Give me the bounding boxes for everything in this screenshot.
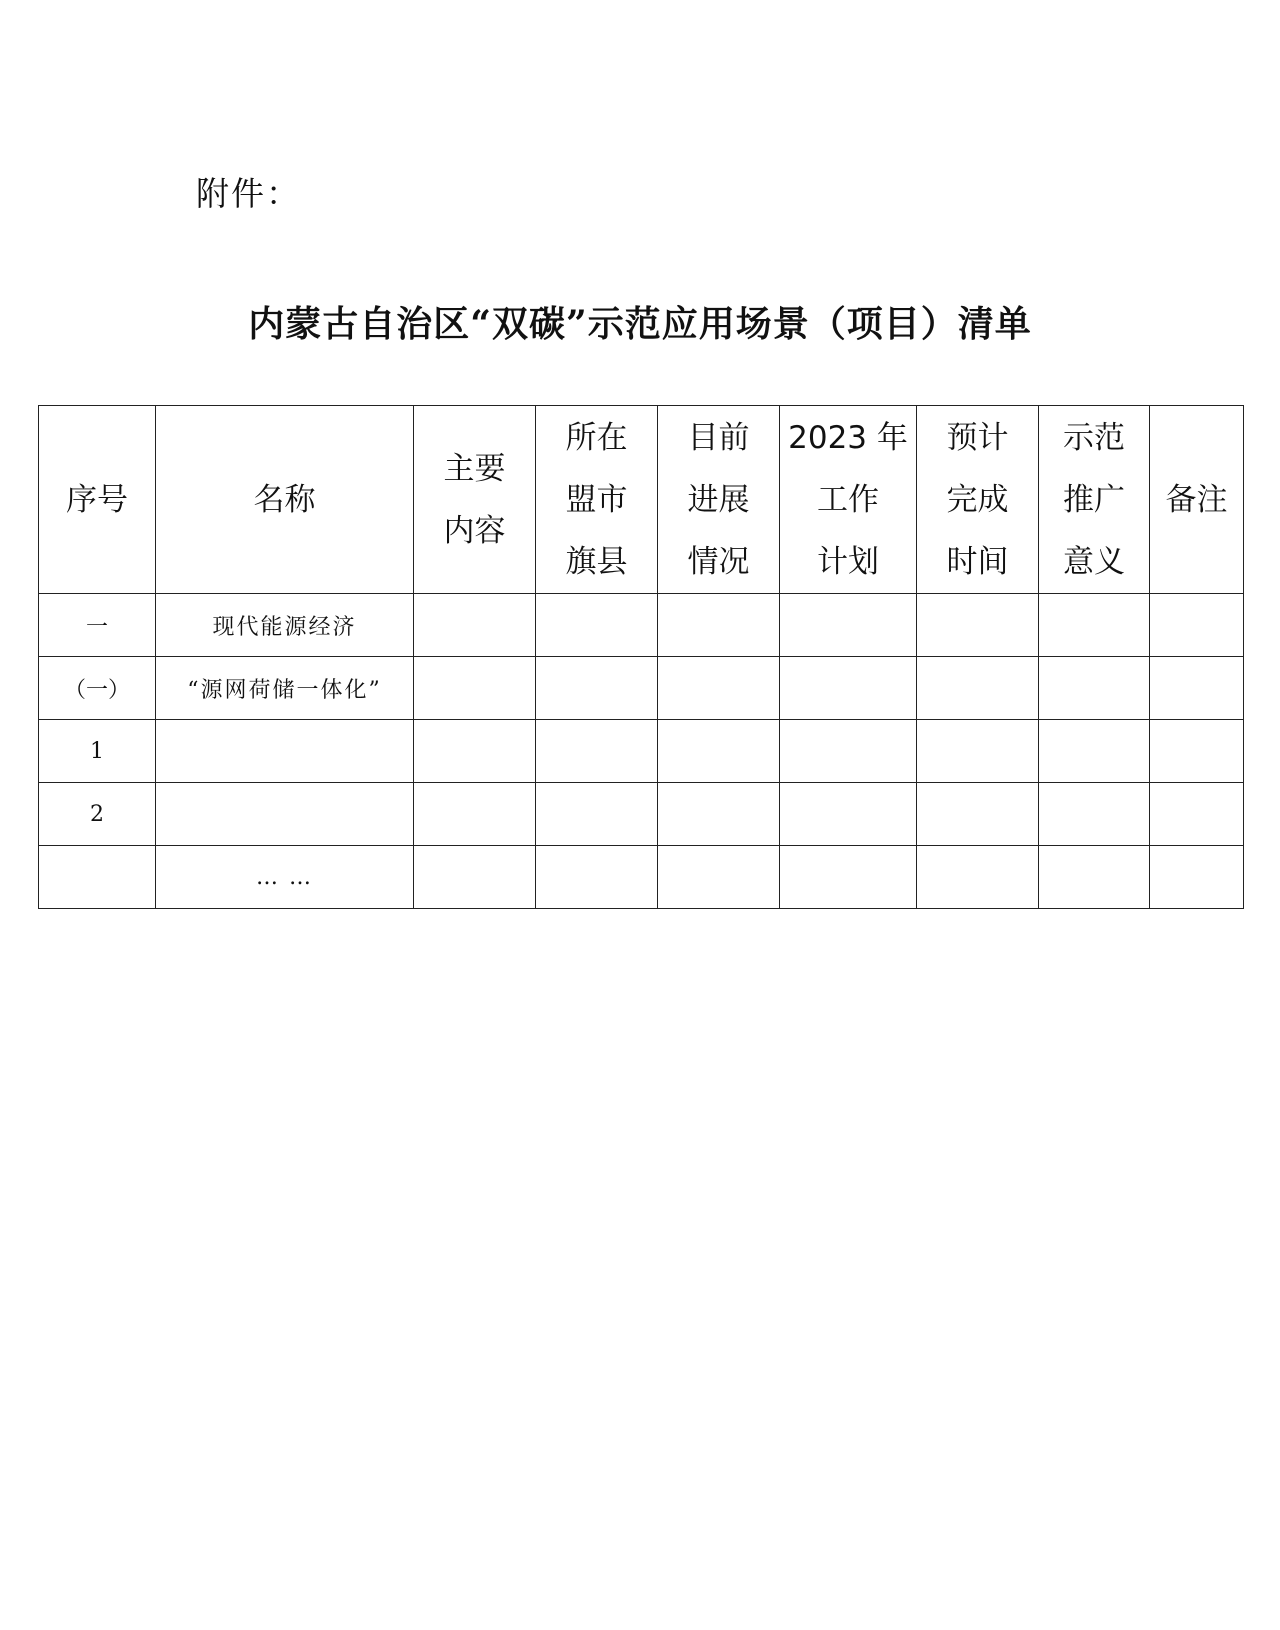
- table-cell: [1039, 783, 1150, 846]
- row-name: [156, 783, 414, 846]
- table-row: [39, 594, 1244, 657]
- row-seq: （一）: [39, 657, 156, 720]
- table-cell: [658, 783, 780, 846]
- table-cell: [536, 846, 658, 909]
- table-cell: [658, 846, 780, 909]
- table-cell: [1150, 594, 1244, 657]
- table-cell: [1150, 657, 1244, 720]
- table-cell: [917, 783, 1039, 846]
- document-title: 内蒙古自治区“双碳”示范应用场景（项目）清单: [248, 303, 1032, 345]
- header-main-content: 主要 内容: [414, 406, 536, 594]
- table-cell: [414, 657, 536, 720]
- table-cell: [780, 657, 917, 720]
- header-remarks: 备注: [1150, 406, 1244, 594]
- header-significance: 示范 推广 意义: [1039, 406, 1150, 594]
- header-seq: 序号: [39, 406, 156, 594]
- table-cell: [1039, 720, 1150, 783]
- table-cell: [780, 720, 917, 783]
- table-row: [39, 846, 1244, 909]
- header-work-plan: 2023 年 工作 计划: [780, 406, 917, 594]
- row-seq: 一: [39, 594, 156, 657]
- table-cell: [1039, 594, 1150, 657]
- table-cell: [780, 846, 917, 909]
- table-cell: [658, 657, 780, 720]
- table-cell: [414, 720, 536, 783]
- table-cell: [536, 657, 658, 720]
- table-cell: [780, 594, 917, 657]
- table-cell: [1039, 657, 1150, 720]
- table-cell: [414, 594, 536, 657]
- table-cell: [536, 594, 658, 657]
- row-seq: 1: [39, 720, 156, 783]
- table-cell: [658, 594, 780, 657]
- row-name: [156, 720, 414, 783]
- scenario-inventory-table: [38, 405, 1244, 909]
- header-location: 所在 盟市 旗县: [536, 406, 658, 594]
- table-cell: [1150, 846, 1244, 909]
- header-progress: 目前 进展 情况: [658, 406, 780, 594]
- table-cell: [1150, 783, 1244, 846]
- table-cell: [917, 720, 1039, 783]
- table-cell: [414, 846, 536, 909]
- table-cell: [1039, 846, 1150, 909]
- table-cell: [536, 783, 658, 846]
- table-cell: [917, 657, 1039, 720]
- header-completion-time: 预计 完成 时间: [917, 406, 1039, 594]
- table-row: [39, 783, 1244, 846]
- attachment-label: 附件：: [196, 174, 301, 213]
- row-seq: [39, 846, 156, 909]
- table-cell: [536, 720, 658, 783]
- table-row: [39, 720, 1244, 783]
- table-cell: [658, 720, 780, 783]
- table-cell: [917, 594, 1039, 657]
- row-seq: 2: [39, 783, 156, 846]
- table-cell: [780, 783, 917, 846]
- table-cell: [414, 783, 536, 846]
- table-header-row: [39, 406, 1244, 594]
- row-name: 现代能源经济: [156, 594, 414, 657]
- table-row: [39, 657, 1244, 720]
- header-name: 名称: [156, 406, 414, 594]
- row-name: “源网荷储一体化”: [156, 657, 414, 720]
- row-name-ellipsis: … …: [156, 846, 414, 909]
- table-cell: [1150, 720, 1244, 783]
- table-cell: [917, 846, 1039, 909]
